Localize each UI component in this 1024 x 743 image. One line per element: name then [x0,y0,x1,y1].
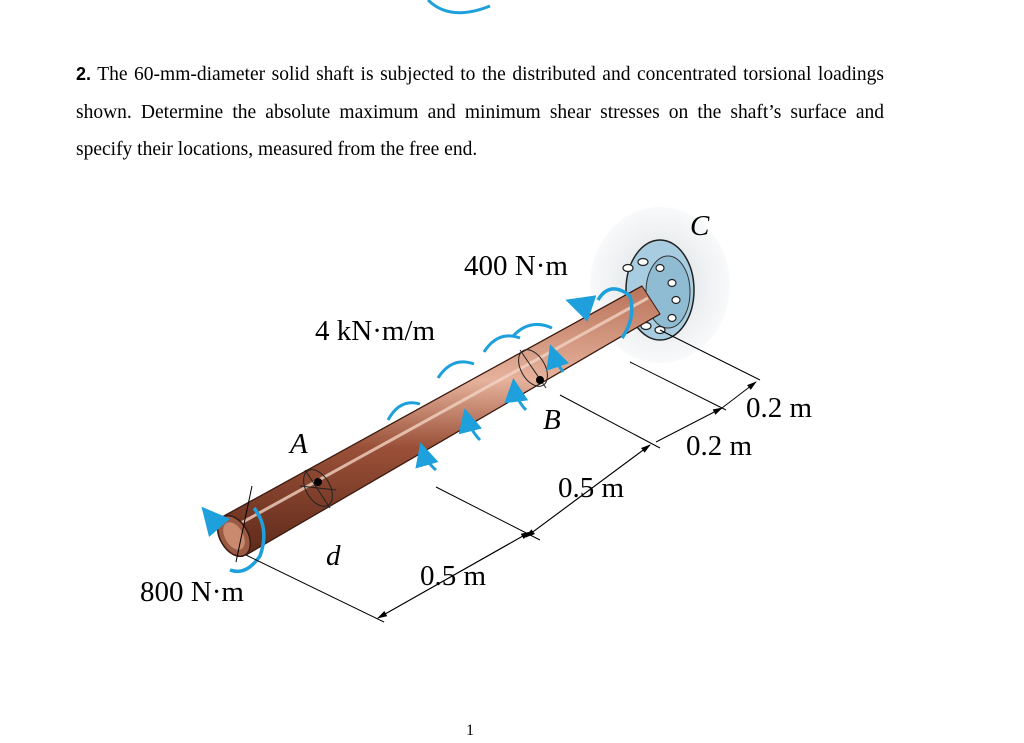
label-diameter: d [326,540,341,572]
label-point-c: C [690,210,710,242]
label-length-free: 0.5 m [420,560,487,592]
problem-text: The 60-mm-diameter solid shaft is subjected to the distributed and concentrated torsional loadings shown. Determine the absolute maximum and minimum shear stresses on the shaft’s surface and specify their locations, measured from the free end. [76,64,884,160]
label-distributed-torque: 4 kN·m/m [315,315,436,347]
label-point-b: B [543,404,561,436]
label-torque-c: 400 N·m [464,250,568,282]
point-a-dot [314,478,322,486]
shaft [222,286,660,555]
point-b-dot [536,376,544,384]
label-length-c1: 0.2 m [746,392,813,424]
label-torque-a: 800 N·m [140,576,244,608]
label-point-a: A [290,428,308,460]
cropped-arrow-decoration [428,0,490,13]
problem-number: 2. [76,64,92,84]
label-length-mid: 0.5 m [558,472,625,504]
label-length-c2: 0.2 m [686,430,753,462]
page-number: 1 [466,722,474,739]
